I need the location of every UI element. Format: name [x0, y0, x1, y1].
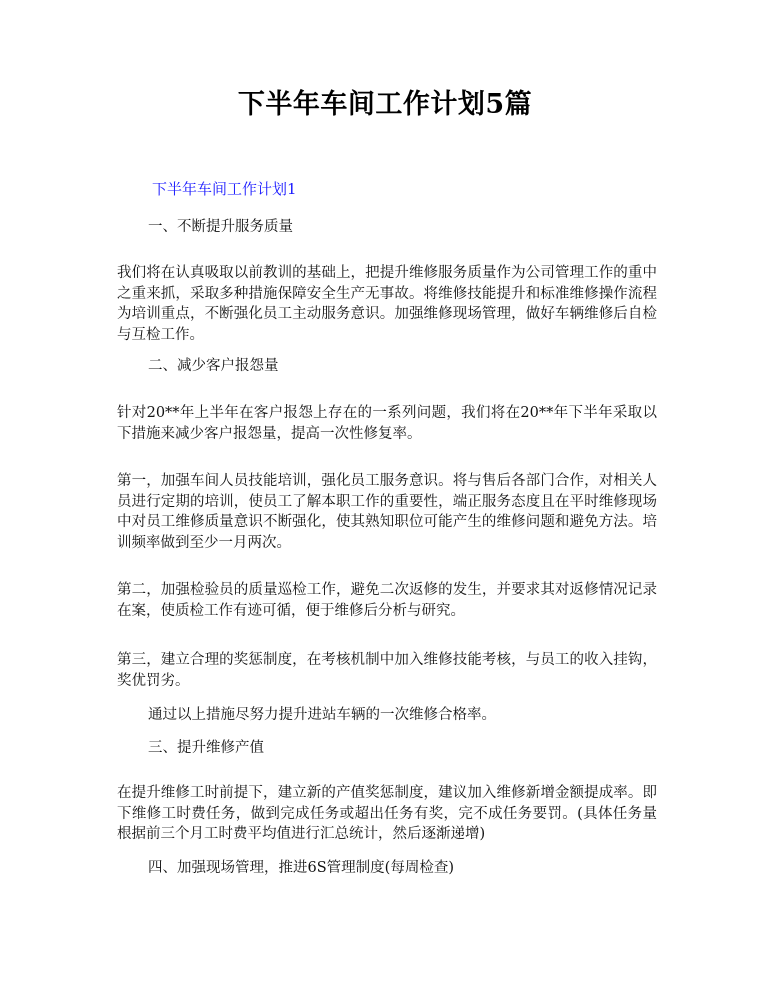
heading-2: 二、减少客户报怨量 — [148, 358, 279, 374]
document-title: 下半年车间工作计划5篇 — [237, 89, 533, 120]
paragraph-5: 第三，建立合理的奖惩制度，在考核机制中加入维修技能考核，与员工的收入挂钩，奖优罚劣。 — [117, 652, 657, 689]
heading-4: 四、加强现场管理，推进6S管理制度(每周检查) — [148, 860, 454, 876]
paragraph-3: 第一，加强车间人员技能培训，强化员工服务意识。将与售后各部门合作，对相关人员进行定期的培训，使员工了解本职工作的重要性，端正服务态度且在平时维修现场中对员工维修质量意识不断强化，使其熟知职位可能产生的维修问题和避免方法。培训频率做到至少一月两次。 — [117, 473, 657, 551]
paragraph-7: 在提升维修工时前提下，建立新的产值奖惩制度，建议加入维修新增金额提成率。即下维修工时费任务，做到完成任务或超出任务有奖，完不成任务要罚。(具体任务量根据前三个月工时费平均值进行汇总统计，然后逐渐递增) — [117, 785, 657, 842]
section-subtitle: 下半年车间工作计划1 — [152, 180, 297, 198]
heading-1: 一、不断提升服务质量 — [148, 219, 293, 235]
paragraph-4: 第二，加强检验员的质量巡检工作，避免二次返修的发生，并要求其对返修情况记录在案，使质检工作有迹可循，便于维修后分析与研究。 — [117, 582, 657, 619]
heading-3: 三、提升维修产值 — [148, 740, 264, 756]
paragraph-1: 我们将在认真吸取以前教训的基础上，把提升维修服务质量作为公司管理工作的重中之重来抓，采取多种措施保障安全生产无事故。将维修技能提升和标准维修操作流程为培训重点，不断强化员工主动服务意识。加强维修现场管理，做好车辆维修后自检与互检工作。 — [117, 265, 657, 343]
paragraph-2: 针对20**年上半年在客户报怨上存在的一系列问题，我们将在20**年下半年采取以下措施来减少客户报怨量，提高一次性修复率。 — [117, 405, 657, 442]
paragraph-6: 通过以上措施尽努力提升进站车辆的一次维修合格率。 — [148, 707, 496, 723]
